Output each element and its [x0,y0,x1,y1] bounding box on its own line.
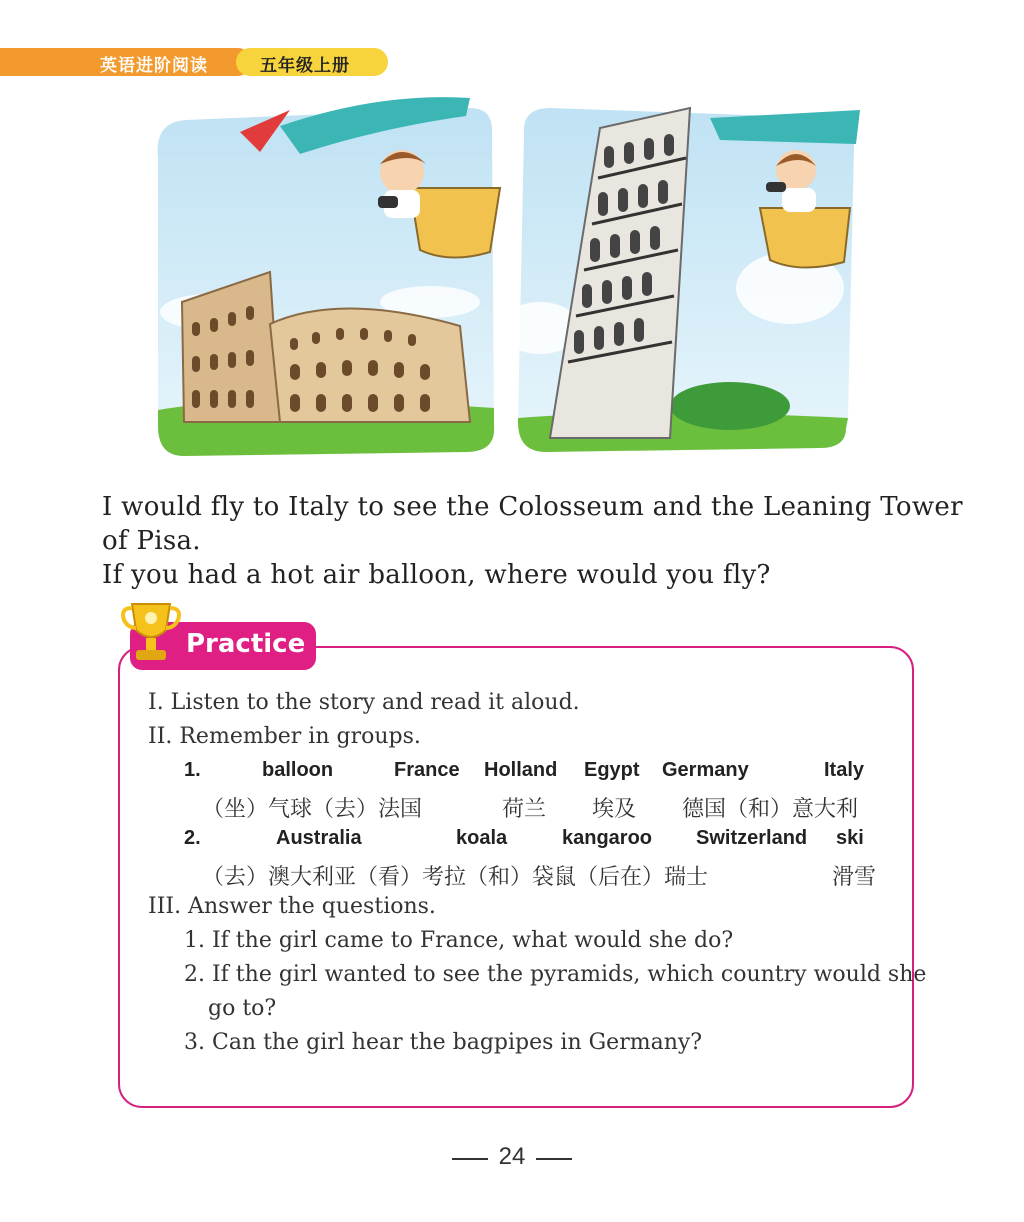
question-2: 2. If the girl wanted to see the pyramids, which country would she [184,962,927,987]
story-line-2: of Pisa. [102,526,201,556]
chinese-balloon-france: （坐）气球（去）法国 [202,797,423,822]
word-switzerland: Switzerland [696,827,808,849]
chinese-germany-italy: 德国（和）意大利 [682,797,859,822]
word-egypt: Egypt [584,759,640,781]
word-france: France [394,759,460,781]
page-number: 24 [498,1143,526,1170]
colosseum-illustration [140,92,508,470]
task-listen: I. Listen to the story and read it aloud. [148,690,580,715]
word-italy: Italy [824,759,865,781]
group1-number: 1. [184,759,201,781]
word-ski: ski [836,827,864,849]
story-line-1: I would fly to Italy to see the Colosseum and the Leaning Tower [102,492,963,522]
chinese-group2: （去）澳大利亚（看）考拉（和）袋鼠（后在）瑞士 [202,865,709,890]
word-balloon: balloon [262,759,334,781]
grade-tab [236,48,388,76]
task-remember: II. Remember in groups. [148,724,421,749]
word-australia: Australia [276,827,362,849]
question-2-cont: go to? [208,996,277,1021]
grade-label: 五年级上册 [260,56,350,76]
group2-number: 2. [184,827,201,849]
chinese-ski: 滑雪 [832,865,877,890]
book-series-label: 英语进阶阅读 [100,56,208,76]
page-number-rule-right [536,1158,572,1160]
word-koala: koala [456,827,508,849]
leaning-tower-illustration [500,88,872,470]
word-holland: Holland [484,759,558,781]
book-series-tab [0,48,252,76]
word-germany: Germany [662,759,749,781]
chinese-holland: 荷兰 [502,797,547,822]
question-1: 1. If the girl came to France, what would she do? [184,928,734,953]
practice-title: Practice [186,629,306,659]
task-answer: III. Answer the questions. [148,894,436,919]
question-3: 3. Can the girl hear the bagpipes in Germany? [184,1030,703,1055]
chinese-egypt: 埃及 [592,797,637,822]
trophy-icon [118,596,184,666]
word-kangaroo: kangaroo [562,827,653,849]
story-line-3: If you had a hot air balloon, where would you fly? [102,560,771,590]
